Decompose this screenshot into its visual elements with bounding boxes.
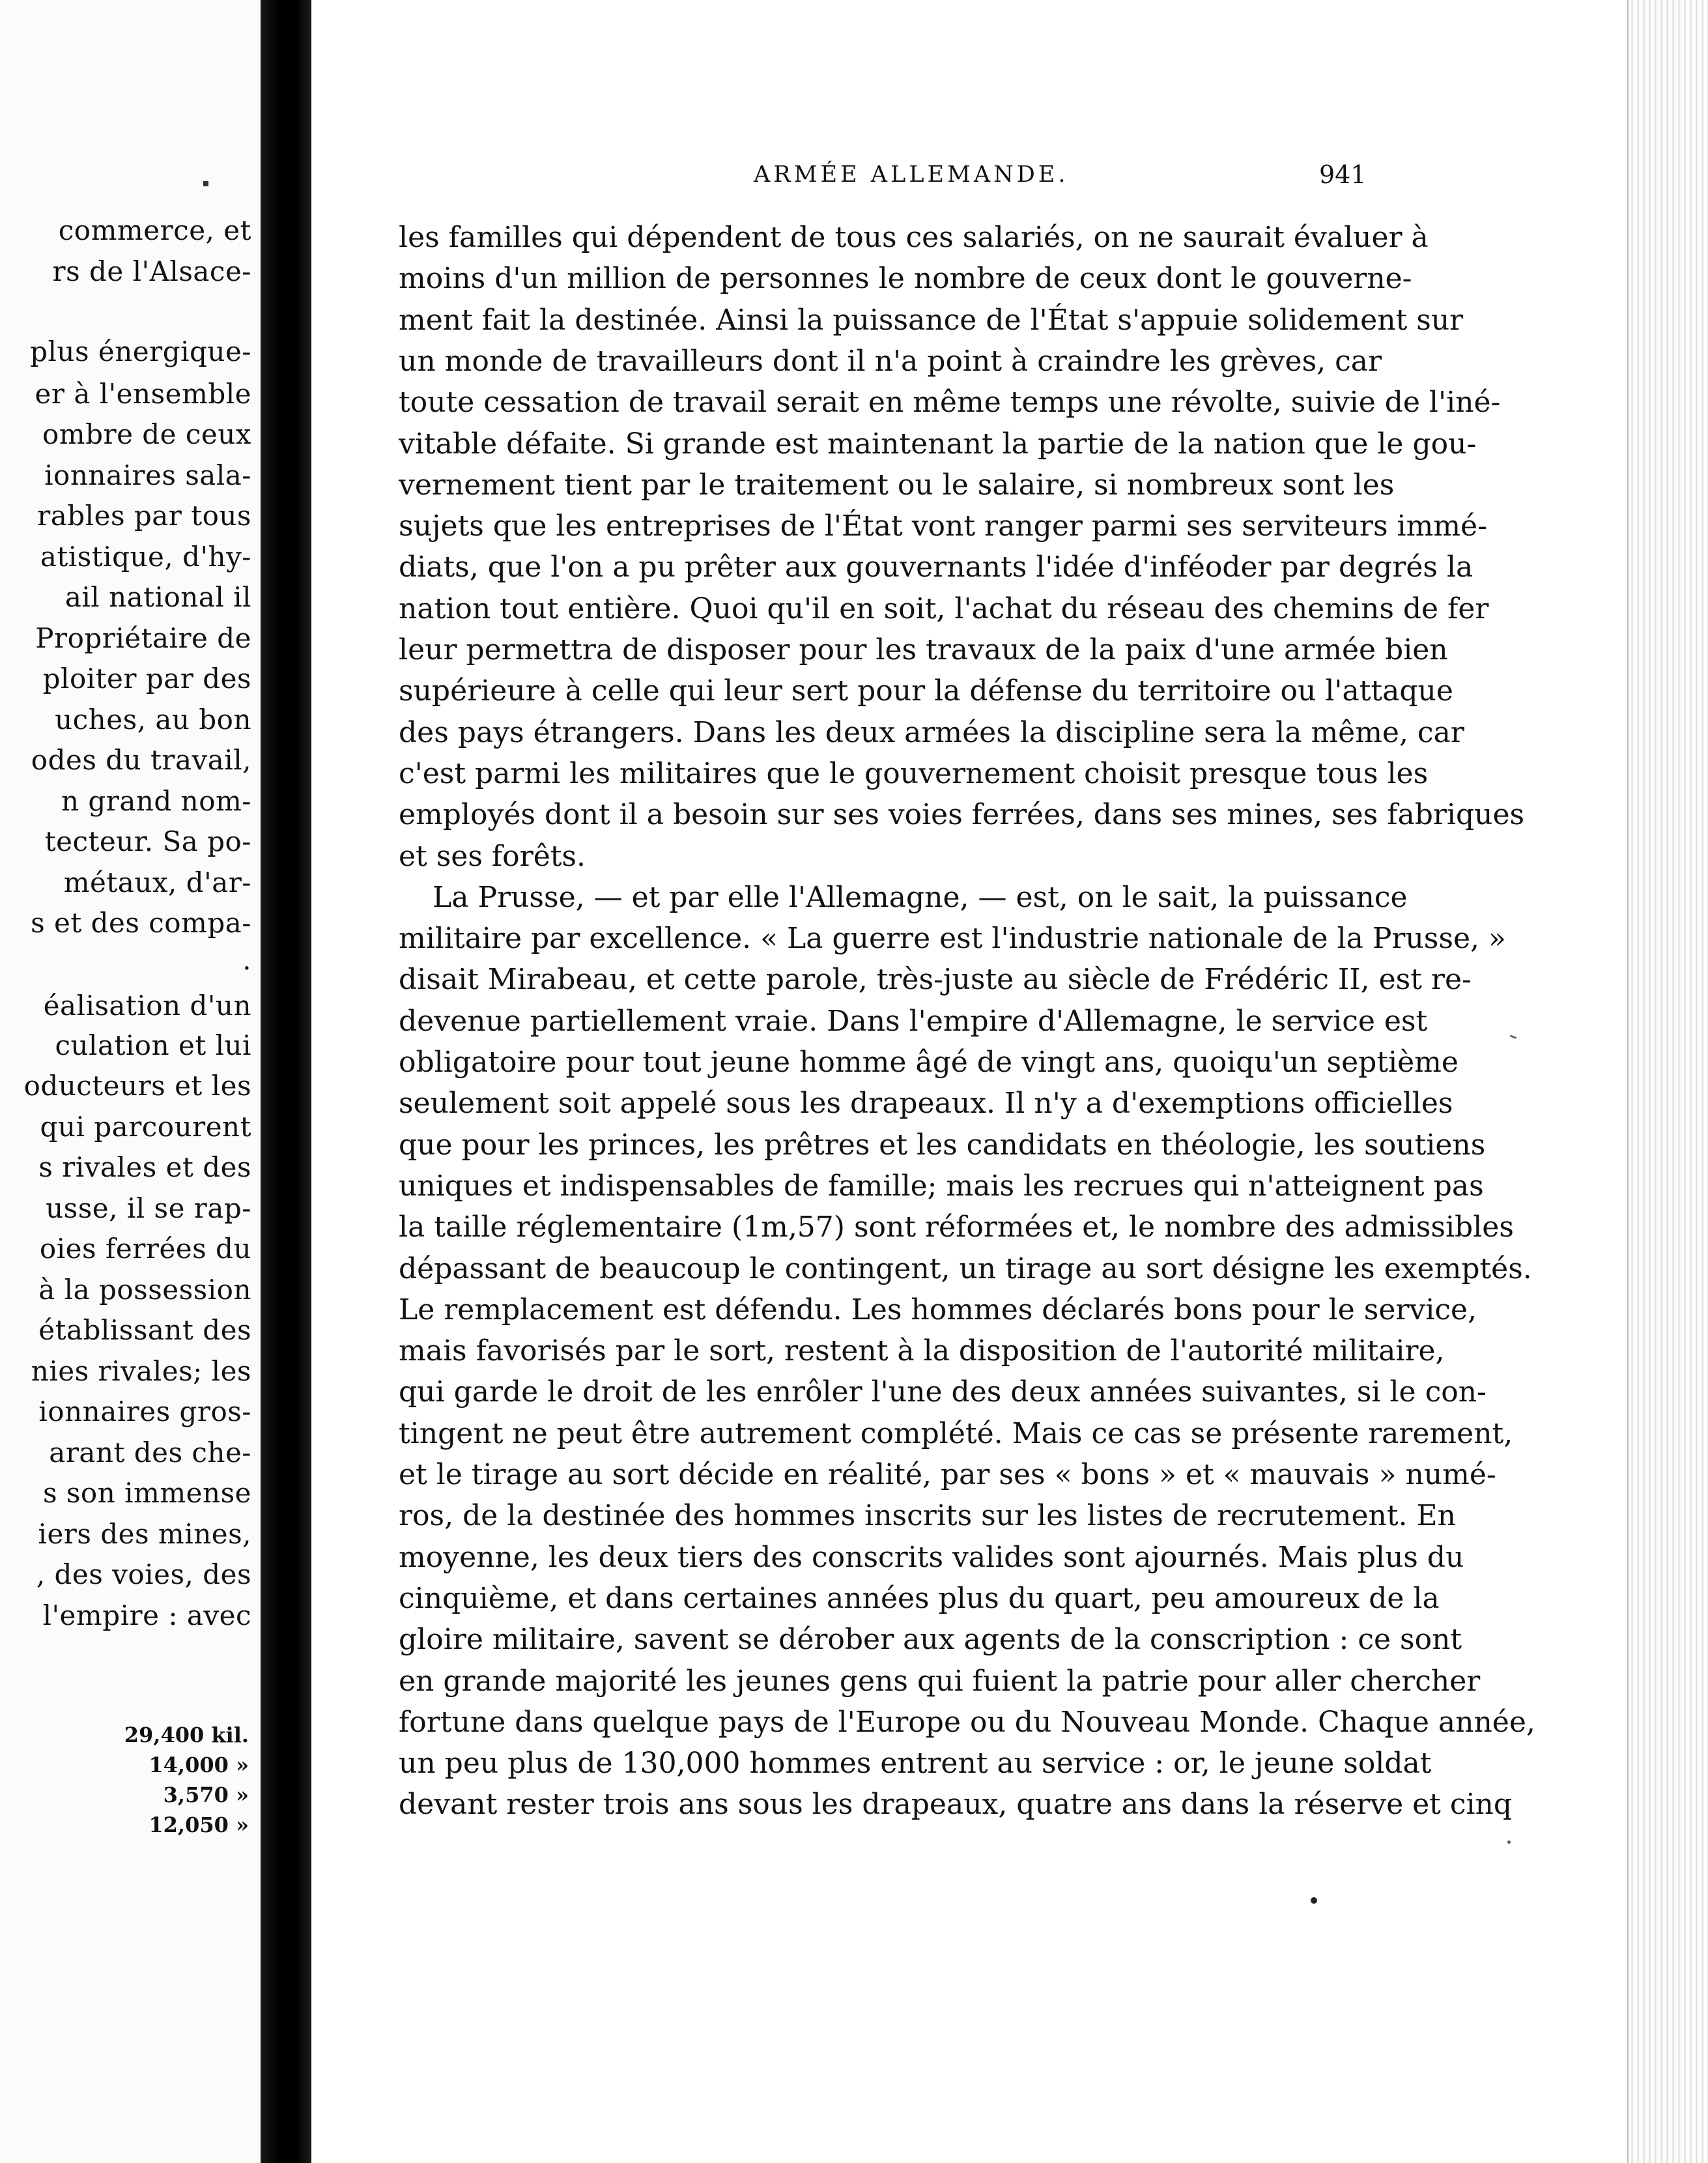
left-page-line: ploiter par des (42, 663, 251, 695)
body-line: vitable défaite. Si grande est maintenant la partie de la nation que le gou- (399, 427, 1477, 461)
left-page-line: Propriétaire de (35, 622, 251, 654)
left-page-line: ail national il (64, 581, 251, 613)
body-line: vernement tient par le traitement ou le salaire, si nombreux sont les (399, 468, 1395, 502)
body-line: moyenne, les deux tiers des conscrits valides sont ajournés. Mais plus du (399, 1541, 1464, 1574)
left-page-line: . (242, 944, 251, 976)
left-page-line: rs de l'Alsace- (52, 255, 251, 287)
left-page-line: er à l'ensemble (35, 378, 251, 410)
body-line: disait Mirabeau, et cette parole, très-juste au siècle de Frédéric II, est re- (399, 963, 1472, 996)
left-page-line: commerce, et (58, 214, 251, 246)
left-page-line: s et des compa- (31, 907, 251, 939)
page-number: 941 (1319, 160, 1367, 189)
body-line: que pour les princes, les prêtres et les candidats en théologie, les soutiens (399, 1128, 1486, 1162)
ink-speck (1311, 1897, 1317, 1904)
book-gutter (261, 0, 311, 2163)
body-line: un monde de travailleurs dont il n'a point à craindre les grèves, car (399, 345, 1382, 378)
left-page-line: usse, il se rap- (46, 1192, 251, 1224)
body-line: les familles qui dépendent de tous ces salariés, on ne saurait évaluer à (399, 221, 1429, 254)
left-page-line: , des voies, des (36, 1558, 251, 1590)
body-line: fortune dans quelque pays de l'Europe ou du Nouveau Monde. Chaque année, (399, 1706, 1535, 1739)
body-line: Le remplacement est défendu. Les hommes déclarés bons pour le service, (399, 1293, 1477, 1326)
left-page-line: ombre de ceux (42, 418, 251, 450)
ink-speck (1507, 1841, 1511, 1844)
left-page-line: rables par tous (37, 500, 251, 532)
left-page-line: plus énergique- (30, 336, 251, 367)
body-line: et le tirage au sort décide en réalité, par ses « bons » et « mauvais » numé- (399, 1458, 1496, 1491)
left-page-line: l'empire : avec (42, 1599, 251, 1631)
body-line: employés dont il a besoin sur ses voies ferrées, dans ses mines, ses fabriques (399, 798, 1525, 831)
left-page-line: s rivales et des (38, 1151, 251, 1183)
left-page-line: qui parcourent (40, 1111, 251, 1143)
body-line: toute cessation de travail serait en même temps une révolte, suivie de l'iné- (399, 386, 1501, 419)
body-line: qui garde le droit de les enrôler l'une des deux années suivantes, si le con- (399, 1375, 1487, 1409)
left-page-line: odes du travail, (31, 744, 251, 776)
left-page-line: tecteur. Sa po- (44, 825, 251, 857)
body-line: moins d'un million de personnes le nombre de ceux dont le gouverne- (399, 262, 1412, 295)
body-line: la taille réglementaire (1m,57) sont réformées et, le nombre des admissibles (399, 1210, 1514, 1244)
body-line: ment fait la destinée. Ainsi la puissance de l'État s'appuie solidement sur (399, 304, 1464, 337)
running-title: ARMÉE ALLEMANDE. (754, 162, 1069, 188)
left-page-table-row: 14,000 » (149, 1753, 249, 1777)
left-page-line: éalisation d'un (43, 990, 251, 1022)
left-page-line: arant des che- (49, 1437, 251, 1468)
left-page-line: atistique, d'hy- (40, 541, 251, 573)
left-page-line: s son immense (42, 1477, 251, 1509)
page-edges-stack (1627, 0, 1708, 2163)
left-page-table-row: 12,050 » (149, 1812, 249, 1837)
left-page-line: établissant des (38, 1314, 251, 1346)
body-line: et ses forêts. (399, 840, 586, 873)
body-line: uniques et indispensables de famille; mais les recrues qui n'atteignent pas (399, 1169, 1484, 1203)
body-line: seulement soit appelé sous les drapeaux. Il n'y a d'exemptions officielles (399, 1087, 1453, 1120)
body-line: diats, que l'on a pu prêter aux gouvernants l'idée d'inféoder par degrés la (399, 551, 1473, 584)
left-page-line: métaux, d'ar- (63, 867, 251, 898)
body-line: supérieure à celle qui leur sert pour la défense du territoire ou l'attaque (399, 674, 1453, 708)
body-line: ros, de la destinée des hommes inscrits sur les listes de recrutement. En (399, 1499, 1456, 1532)
body-line: leur permettra de disposer pour les travaux de la paix d'une armée bien (399, 633, 1448, 666)
body-line: un peu plus de 130,000 hommes entrent au service : or, le jeune soldat (399, 1747, 1432, 1780)
body-line: obligatoire pour tout jeune homme âgé de vingt ans, quoiqu'un septième (399, 1046, 1459, 1079)
body-line: cinquième, et dans certaines années plus du quart, peu amoureux de la (399, 1582, 1440, 1615)
left-page-line: ionnaires gros- (38, 1396, 251, 1427)
body-line: devenue partiellement vraie. Dans l'empire d'Allemagne, le service est (399, 1005, 1428, 1038)
body-line: militaire par excellence. « La guerre est l'industrie nationale de la Prusse, » (399, 922, 1506, 955)
body-line: devant rester trois ans sous les drapeaux, quatre ans dans la réserve et cinq (399, 1788, 1513, 1821)
body-line: La Prusse, — et par elle l'Allemagne, — est, on le sait, la puissance (433, 881, 1408, 914)
left-page-line: culation et lui (55, 1029, 251, 1061)
left-page-line: ionnaires sala- (44, 459, 251, 491)
body-line: c'est parmi les militaires que le gouvernement choisit presque tous les (399, 757, 1429, 790)
body-line: nation tout entière. Quoi qu'il en soit, l'achat du réseau des chemins de fer (399, 592, 1489, 625)
left-page-line: oducteurs et les (23, 1070, 251, 1102)
body-line: sujets que les entreprises de l'État vont ranger parmi ses serviteurs immé- (399, 509, 1487, 543)
left-page-line: iers des mines, (38, 1518, 251, 1550)
body-line: des pays étrangers. Dans les deux armées la discipline sera la même, car (399, 716, 1464, 749)
left-page-speck (203, 181, 208, 186)
left-page-table-row: 3,570 » (163, 1783, 249, 1807)
body-line: tingent ne peut être autrement complété. Mais ce cas se présente rarement, (399, 1417, 1513, 1450)
left-page-line: uches, au bon (55, 704, 251, 736)
left-page-line: à la possession (38, 1274, 251, 1306)
left-page-line: oies ferrées du (39, 1233, 251, 1265)
body-line: gloire militaire, savent se dérober aux agents de la conscription : ce sont (399, 1623, 1462, 1656)
left-page-table-row: 29,400 kil. (124, 1723, 249, 1747)
body-line: en grande majorité les jeunes gens qui fuient la patrie pour aller chercher (399, 1665, 1481, 1698)
left-page-fragment (0, 0, 261, 2163)
left-page-line: nies rivales; les (31, 1355, 251, 1387)
body-line: mais favorisés par le sort, restent à la disposition de l'autorité militaire, (399, 1334, 1445, 1368)
left-page-line: n grand nom- (61, 785, 251, 817)
body-line: dépassant de beaucoup le contingent, un tirage au sort désigne les exemptés. (399, 1252, 1532, 1285)
